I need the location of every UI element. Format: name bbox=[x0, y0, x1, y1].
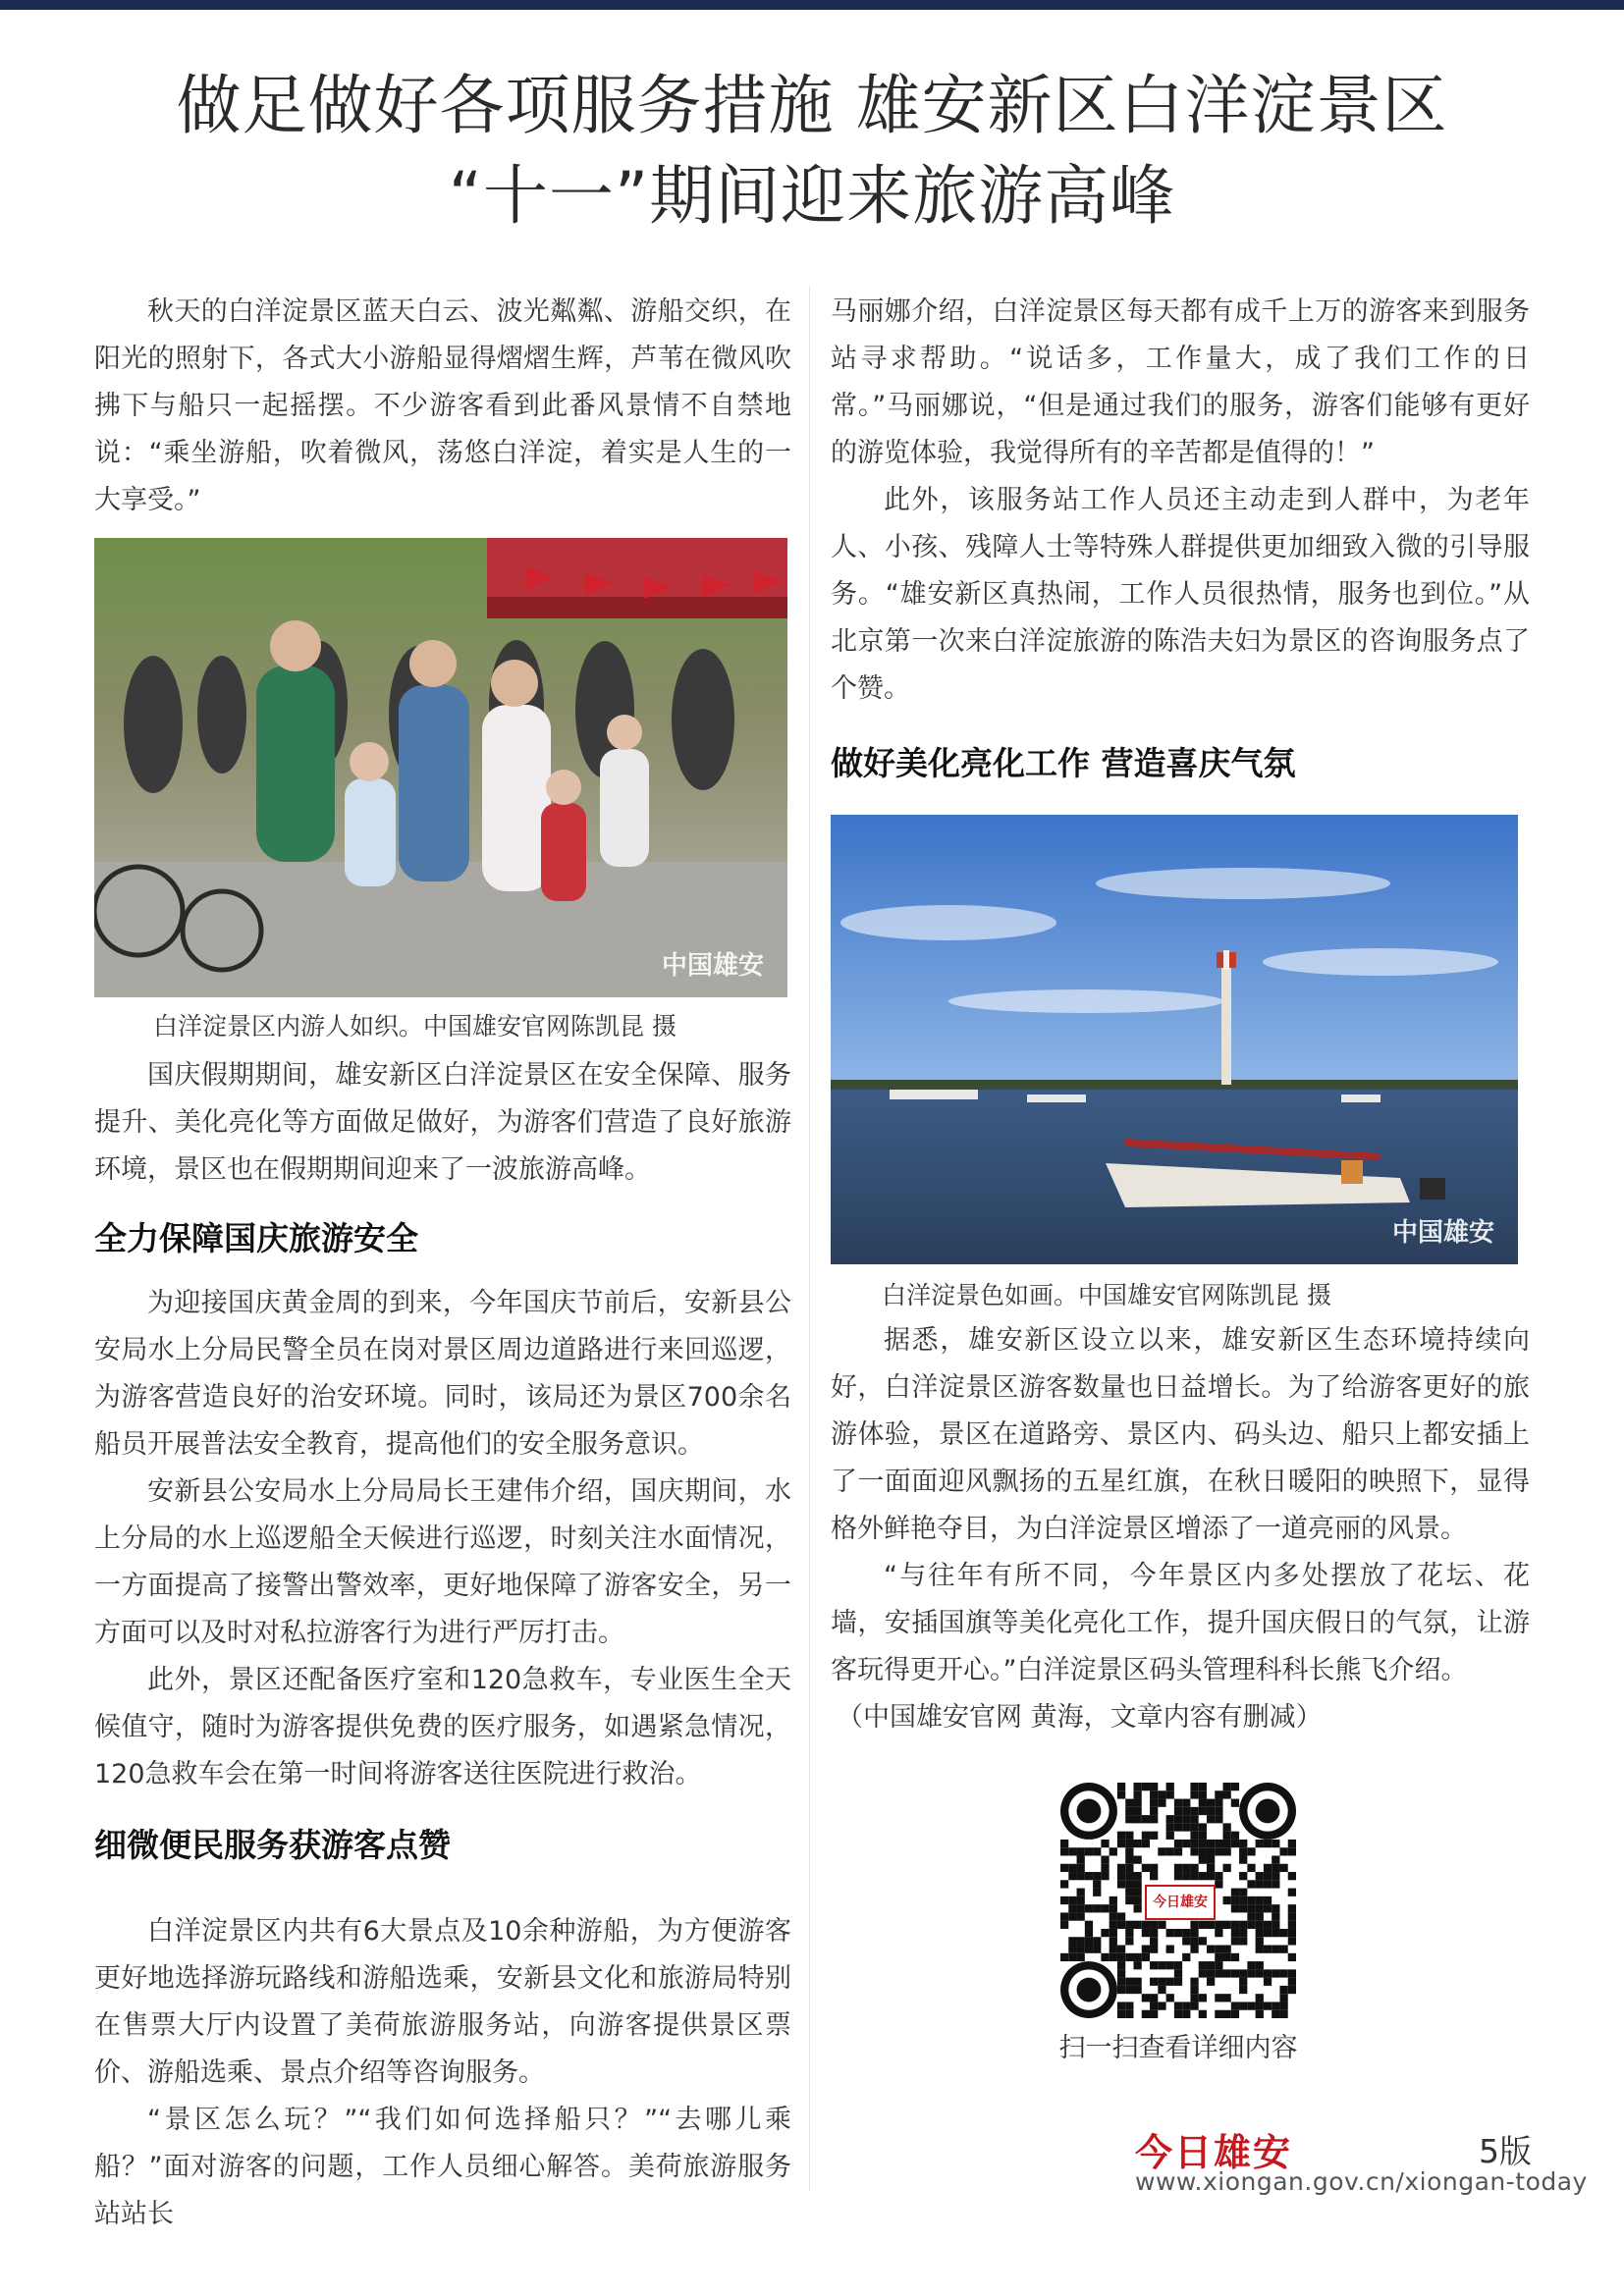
paragraph: 马丽娜介绍，白洋淀景区每天都有成千上万的游客来到服务站寻求帮助。“说话多，工作量大，成了我们工作的日常。”马丽娜说，“但是通过我们的服务，游客们能够有更好的游览体验，我觉得所有的辛苦都是值得的！” bbox=[831, 296, 1530, 468]
paragraph: 国庆假期期间，雄安新区白洋淀景区在安全保障、服务提升、美化亮化等方面做足做好，为游客们营造了良好旅游环境，景区也在假期期间迎来了一波旅游高峰。 bbox=[94, 1060, 791, 1185]
qr-center-logo: 今日雄安 bbox=[1145, 1885, 1216, 1920]
section-heading: 全力保障国庆旅游安全 bbox=[94, 1219, 418, 1257]
headline bbox=[0, 61, 1624, 241]
right-column bbox=[831, 289, 1530, 1741]
photo-watermark: 中国雄安 bbox=[661, 951, 764, 981]
paragraph: 此外，该服务站工作人员还主动走到人群中，为老年人、小孩、残障人士等特殊人群提供更加细致入微的引导服务。“雄安新区真热闹，工作人员很热情，服务也到位。”从北京第一次来白洋淀旅游的陈浩夫妇为景区的咨询服务点了个赞。 bbox=[831, 485, 1530, 704]
photo-watermark: 中国雄安 bbox=[1391, 1218, 1494, 1248]
website-link[interactable]: www.xiongan.gov.cn/xiongan-today bbox=[1135, 2167, 1588, 2196]
paragraph: 为迎接国庆黄金周的到来，今年国庆节前后，安新县公安局水上分局民警全员在岗对景区周边道路进行来回巡逻，为游客营造良好的治安环境。同时，该局还为景区700余名船员开展普法安全教育，提高他们的安全服务意识。 bbox=[94, 1288, 791, 1460]
paragraph: “景区怎么玩？”“我们如何选择船只？”“去哪儿乘船？”面对游客的问题，工作人员细心解答。美荷旅游服务站站长 bbox=[94, 2105, 791, 2229]
source-note: （中国雄安官网 黄海，文章内容有删减） bbox=[837, 1702, 1323, 1733]
column-divider bbox=[809, 287, 810, 2191]
qr-label: 扫一扫查看详细内容 bbox=[1058, 2033, 1298, 2063]
crowd-photo bbox=[94, 538, 787, 997]
photo-caption: 白洋淀景色如画。中国雄安官网陈凯昆 摄 bbox=[882, 1281, 1331, 1309]
section-heading: 做好美化亮化工作 营造喜庆气氛 bbox=[831, 744, 1296, 782]
page-number: 5版 bbox=[1479, 2132, 1532, 2170]
qr-code[interactable] bbox=[1060, 1783, 1296, 2018]
paragraph: 秋天的白洋淀景区蓝天白云、波光粼粼、游船交织，在阳光的照射下，各式大小游船显得熠熠生辉，芦苇在微风吹拂下与船只一起摇摆。不少游客看到此番风景情不自禁地说：“乘坐游船，吹着微风，荡悠白洋淀，着实是人生的一大享受。” bbox=[94, 296, 791, 515]
lake-photo-image bbox=[831, 815, 1518, 1264]
crowd-photo-image bbox=[94, 538, 787, 997]
photo-caption: 白洋淀景区内游人如织。中国雄安官网陈凯昆 摄 bbox=[153, 1012, 677, 1041]
paragraph: “与往年有所不同，今年景区内多处摆放了花坛、花墙，安插国旗等美化亮化工作，提升国庆假日的气氛，让游客玩得更开心。”白洋淀景区码头管理科科长熊飞介绍。 bbox=[831, 1561, 1530, 1685]
headline-line-1: 做足做好各项服务措施 雄安新区白洋淀景区 bbox=[176, 68, 1448, 143]
lake-photo bbox=[831, 815, 1518, 1264]
left-column bbox=[94, 289, 791, 2238]
paragraph: 据悉，雄安新区设立以来，雄安新区生态环境持续向好，白洋淀景区游客数量也日益增长。为了给游客更好的旅游体验，景区在道路旁、景区内、码头边、船只上都安插上了一面面迎风飘扬的五星红旗，在秋日暖阳的映照下，显得格外鲜艳夺目，为白洋淀景区增添了一道亮丽的风景。 bbox=[831, 1325, 1530, 1544]
paragraph: 白洋淀景区内共有6大景点及10余种游船，为方便游客更好地选择游玩路线和游船选乘，安新县文化和旅游局特别在售票大厅内设置了美荷旅游服务站，向游客提供景区票价、游船选乘、景点介绍等咨询服务。 bbox=[94, 1916, 791, 2088]
paragraph: 安新县公安局水上分局局长王建伟介绍，国庆期间，水上分局的水上巡逻船全天候进行巡逻，时刻关注水面情况，一方面提高了接警出警效率，更好地保障了游客安全，另一方面可以及时对私拉游客行为进行严厉打击。 bbox=[94, 1476, 791, 1648]
top-bar bbox=[0, 0, 1624, 10]
section-heading: 细微便民服务获游客点赞 bbox=[94, 1826, 451, 1864]
paragraph: 此外，景区还配备医疗室和120急救车，专业医生全天候值守，随时为游客提供免费的医疗服务，如遇紧急情况，120急救车会在第一时间将游客送往医院进行救治。 bbox=[94, 1665, 791, 1789]
headline-line-2: “十一”期间迎来旅游高峰 bbox=[448, 158, 1176, 234]
publication-logo: 今日雄安 bbox=[1135, 2130, 1293, 2174]
